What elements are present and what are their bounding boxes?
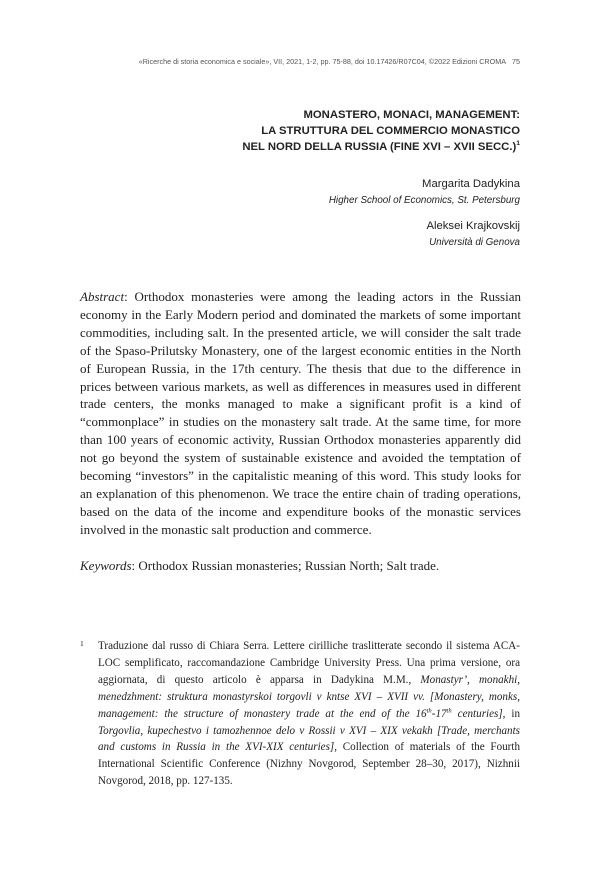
footnote-sup-1: th — [426, 706, 432, 714]
abstract — [80, 288, 521, 539]
footnote-part-2: , in — [502, 707, 520, 720]
keywords-label: Keywords — [80, 558, 132, 573]
author-2-affiliation: Università di Genova — [429, 237, 520, 248]
title-line-2: LA STRUTTURA DEL COMMERCIO MONASTICO — [261, 125, 520, 137]
title-line-1: MONASTERO, MONACI, MANAGEMENT: — [303, 109, 520, 121]
abstract-label: Abstract — [80, 289, 125, 304]
title-line-3-text: NEL NORD DELLA RUSSIA (FINE XVI – XVII SECC.) — [242, 141, 517, 153]
footnote-italic-2: Torgovlia, kupechestvo i tamozhennoe delo v Rossii v XVI – XIX vekakh [Trade, merchants and customs in Russia in the XVI-XIX centuries] — [98, 724, 520, 754]
page-number: 75 — [512, 57, 520, 66]
footnote-part-3: , Collection of materials of the Fourth International Scientific Conference (Nizhny Novgorod, September 28–30, 2017), Nizhnii Novgorod, 2018, pp. 127-135. — [98, 741, 520, 788]
footnote-italic-1b: -17 — [431, 707, 447, 720]
keywords — [80, 557, 521, 575]
author-1-name: Margarita Dadykina — [422, 178, 520, 190]
footnote — [80, 638, 520, 790]
author-1-affiliation: Higher School of Economics, St. Petersburg — [328, 195, 520, 206]
footnote-mark: 1 — [80, 639, 84, 648]
abstract-text: : Orthodox monasteries were among the leading actors in the Russian economy in the Early Modern period and dominated the markets of some important commodities, including salt. In the presented article, we will consider the salt trade of the Spaso-Prilutsky Monastery, one of the largest economic entities in the North of European Russia, in the 17th century. The thesis that due to the difference in prices between various markets, as well as differences in measures used in different trade centers, the monks managed to make a significant profit is a kind of “commonplace” in studies on the monastery salt trade. At the same time, for more than 100 years of economic activity, Russian Orthodox monasteries apparently did not go beyond the system of sustainable existence and avoided the temptation of becoming “investors” in the capitalistic meaning of this word. This study looks for an explanation of this phenomenon. We trace the entire chain of trading operations, based on the data of the income and expenditure books of the monastic services involved in the monastic salt production and commerce. — [80, 289, 521, 537]
footnote-italic-1c: centuries] — [451, 707, 503, 720]
citation-line: «Ricerche di storia economica e sociale», VII, 2021, 1-2, pp. 75-88, doi 10.17426/R07C04, ©2022 Edizioni CROMA — [138, 57, 506, 66]
footnote-text — [98, 638, 520, 790]
footnote-italic-1: Monastyr’, monakhi, menedzhment: struktura monastyrskoi torgovli v kntse XVI – XVII vv. [Monastery, monks, management: the structure of monastery trade at the end of the 16 — [98, 673, 520, 720]
footnote-sup-2: th — [446, 706, 452, 714]
title-footnote-ref: 1 — [516, 140, 520, 148]
keywords-text: : Orthodox Russian monasteries; Russian North; Salt trade. — [131, 558, 440, 573]
footnote-part-1: Traduzione dal russo di Chiara Serra. Lettere cirilliche traslitterate secondo il sistema ACA-LOC semplificato, raccomandazione Cambridge University Press. Una prima versione, ora aggiornata, di questo articolo è apparsa in Dadykina M.M., — [98, 640, 520, 686]
title-line-3 — [80, 139, 520, 155]
author-2-name: Aleksei Krajkovskij — [426, 220, 520, 232]
running-header — [60, 57, 520, 66]
article-title — [80, 107, 520, 155]
